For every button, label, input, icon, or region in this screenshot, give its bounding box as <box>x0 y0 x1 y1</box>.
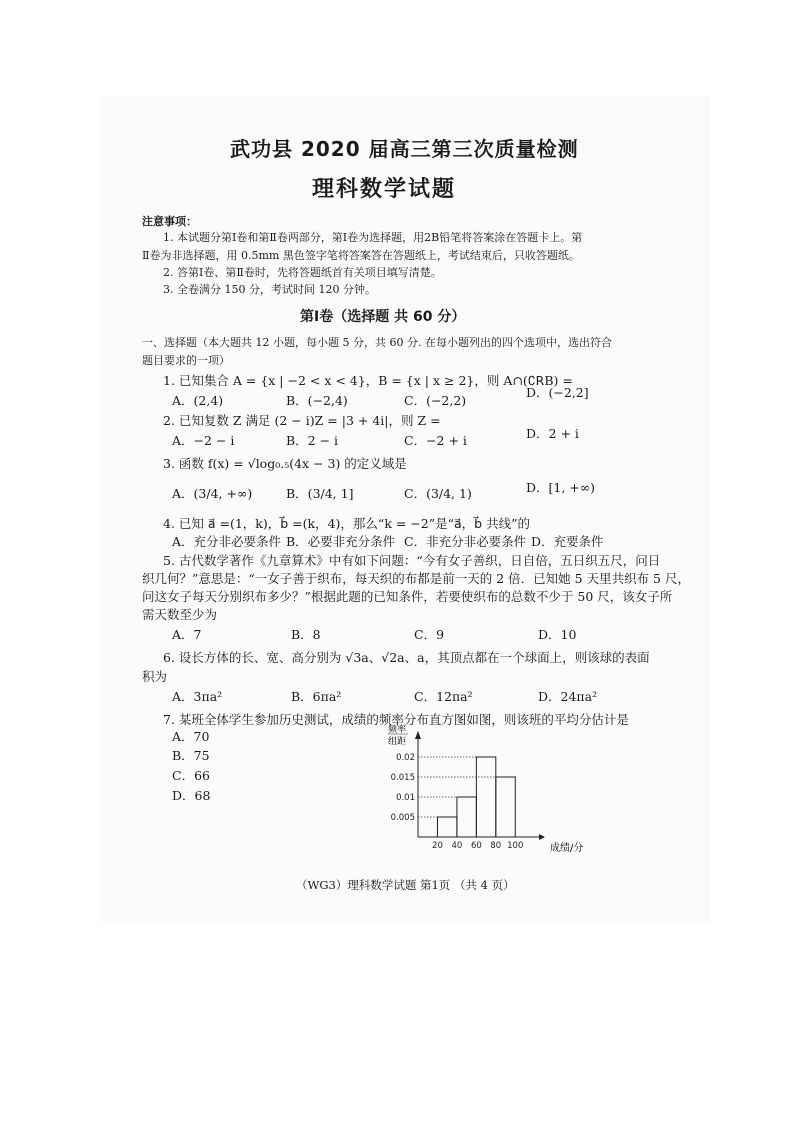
frequency-histogram <box>360 722 605 862</box>
q5-stem-line-1: 5. 古代数学著作《九章算术》中有如下问题：“今有女子善织，日自倍，五日织五尺，问日 <box>163 553 661 568</box>
exam-title: 武功县 2020 届高三第三次质量检测 <box>230 137 579 161</box>
q6-stem-line-1: 6. 设长方体的长、宽、高分别为 √3a、√2a、a，其顶点都在一个球面上，则该球的表面 <box>163 650 650 665</box>
y-tick-label-2: 0.015 <box>390 773 415 783</box>
q6-option-d: D．24πa² <box>538 689 598 704</box>
q1-stem: 1. 已知集合 A = {x | −2 < x < 4}，B = {x | x ≥ 2}，则 A∩(∁ꓣB) = <box>163 373 573 388</box>
q1-option-d: D．(−2,2] <box>526 385 589 400</box>
q1-option-c: C．(−2,2) <box>404 393 467 408</box>
x-tick-label-4: 100 <box>507 841 524 851</box>
x-tick-label-2: 60 <box>470 841 482 851</box>
y-tick-label-3: 0.02 <box>396 753 415 763</box>
x-axis-arrow <box>539 834 545 840</box>
q2-option-b: B．2 − i <box>286 433 339 448</box>
notes-item-1-cont: Ⅱ卷为非选择题，用 0.5mm 黑色签字笔将答案答在答题纸上，考试结束后，只收答题纸。 <box>142 249 580 262</box>
q6-stem-line-2: 积为 <box>142 669 168 684</box>
q4-stem: 4. 已知 a⃗ =(1，k)，b⃗ =(k，4)，那么“k = −2”是“a⃗，b⃗ 共线”的 <box>163 516 530 531</box>
x-tick-label-1: 40 <box>451 841 463 851</box>
q7-option-c: C．66 <box>172 768 210 783</box>
x-tick-label-3: 80 <box>490 841 502 851</box>
y-axis-arrow <box>415 731 421 739</box>
q2-stem: 2. 已知复数 Z 满足 (2 − i)Z = |3 + 4i|，则 Z = <box>163 413 441 428</box>
q5-stem-line-3: 问这女子每天分别织布多少？”根据此题的已知条件，若要使织布的总数不少于 50 尺，该女子所 <box>142 589 673 604</box>
q4-option-c: C．非充分非必要条件 <box>404 534 527 549</box>
y-label-top: 频率 <box>388 725 407 735</box>
exam-subtitle: 理科数学试题 <box>312 177 457 202</box>
q3-stem: 3. 函数 f(x) = √log₀.₅(4x − 3) 的定义域是 <box>163 456 407 471</box>
q3-option-c: C．(3/4, 1) <box>404 486 472 501</box>
y-tick-label-0: 0.005 <box>390 813 415 823</box>
q5-option-c: C．9 <box>414 627 445 642</box>
q3-option-d: D．[1, +∞) <box>526 480 596 495</box>
q2-option-d: D．2 + i <box>526 426 579 441</box>
q5-stem-line-2: 织几何？”意思是：“一女子善于织布，每天织的布都是前一天的 2 倍．已知她 5 天里共织布 5 尺， <box>142 571 690 586</box>
hist-bar-0 <box>437 817 456 837</box>
notes-item-2: 2. 答第Ⅰ卷、第Ⅱ卷时，先将答题纸首有关项目填写清楚。 <box>163 266 442 279</box>
q5-option-b: B．8 <box>291 627 321 642</box>
notes-item-1: 1. 本试题分第Ⅰ卷和第Ⅱ卷两部分，第Ⅰ卷为选择题，用2B铅笔将答案涂在答题卡上。第 <box>163 231 583 244</box>
q4-option-a: A．充分非必要条件 <box>172 534 282 549</box>
q5-option-a: A．7 <box>172 627 202 642</box>
q6-option-a: A．3πa² <box>172 689 223 704</box>
hist-bar-3 <box>496 777 515 837</box>
q2-option-a: A．−2 − i <box>172 433 235 448</box>
y-tick-label-1: 0.01 <box>396 793 415 803</box>
q7-option-a: A．70 <box>172 729 210 744</box>
section-instruction-cont: 题目要求的一项） <box>142 354 230 367</box>
y-label-bottom: 组距 <box>388 737 407 747</box>
page-footer: （WG3）理科数学试题 第1页 （共 4 页） <box>296 878 515 892</box>
q3-option-a: A．(3/4, +∞) <box>172 486 253 501</box>
q3-option-b: B．(3/4, 1] <box>286 486 354 501</box>
section-title: 第Ⅰ卷（选择题 共 60 分） <box>300 309 466 325</box>
q2-option-c: C．−2 + i <box>404 433 467 448</box>
notes-item-3: 3. 全卷满分 150 分，考试时间 120 分钟。 <box>163 283 376 296</box>
q1-option-a: A．(2,4) <box>172 393 224 408</box>
section-instruction: 一、选择题（本大题共 12 小题，每小题 5 分，共 60 分. 在每小题列出的四个选项中，选出符合 <box>142 336 612 349</box>
notes-heading: 注意事项： <box>142 215 197 228</box>
hist-bar-2 <box>476 757 495 837</box>
hist-bar-1 <box>457 797 476 837</box>
q1-option-b: B．(−2,4) <box>286 393 348 408</box>
q7-option-d: D．68 <box>172 788 211 803</box>
q7-option-b: B．75 <box>172 748 210 763</box>
q4-option-b: B．必要非充分条件 <box>286 534 396 549</box>
x-tick-label-0: 20 <box>432 841 443 851</box>
x-axis-label: 成绩/分 <box>550 843 584 854</box>
q6-option-c: C．12πa² <box>414 689 473 704</box>
q7-stem: 7. 某班全体学生参加历史测试，成绩的频率分布直方图如图，则该班的平均分估计是 <box>163 712 629 727</box>
q6-option-b: B．6πa² <box>291 689 342 704</box>
q5-option-d: D．10 <box>538 627 577 642</box>
q4-option-d: D．充要条件 <box>531 534 604 549</box>
q5-stem-line-4: 需天数至少为 <box>142 607 218 622</box>
